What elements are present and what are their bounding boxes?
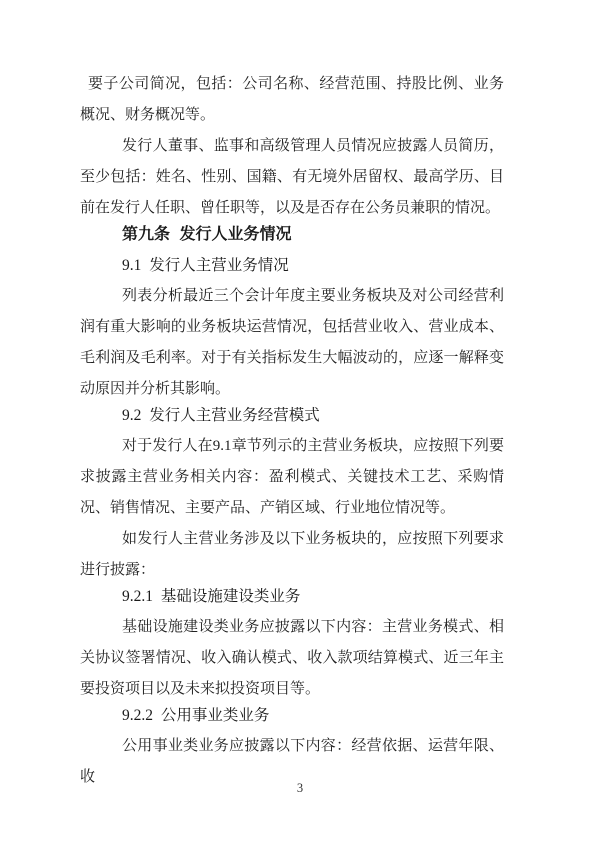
page-number: 3 [296, 781, 304, 795]
paragraph-section-9-2-2: 公用事业类业务应披露以下内容：经营依据、运营年限、收 [80, 738, 504, 785]
heading-section-9-2-1: 9.2.1 基础设施建设类业务 [122, 588, 301, 605]
paragraph-section-9-2-1: 基础设施建设类业务应披露以下内容：主营业务模式、相关协议签署情况、收入确认模式、收入款项结算模式、近三年主要投资项目以及未来拟投资项目等。 [80, 619, 504, 697]
paragraph-subsidiary-overview: 要子公司简况，包括：公司名称、经营范围、持股比例、业务概况、财务概况等。 [80, 76, 504, 123]
heading-section-9-1: 9.1 发行人主营业务情况 [122, 257, 289, 274]
paragraph-section-9-1: 列表分析最近三个会计年度主要业务板块及对公司经营利润有重大影响的业务板块运营情况，包括营业收入、营业成本、毛利润及毛利率。对于有关指标发生大幅波动的，应逐一解释变动原因并分析其影响。 [80, 288, 504, 397]
heading-article-9: 第九条 发行人业务情况 [122, 226, 292, 243]
paragraph-section-9-2-requirements: 对于发行人在9.1章节列示的主营业务板块，应按照下列要求披露主营业务相关内容：盈利模式、关键技术工艺、采购情况、销售情况、主要产品、产销区域、行业地位情况等。 [80, 438, 504, 516]
document-body [80, 69, 504, 793]
heading-section-9-2: 9.2 发行人主营业务经营模式 [122, 407, 320, 424]
paragraph-section-9-2-disclosure-intro: 如发行人主营业务涉及以下业务板块的，应按照下列要求进行披露： [80, 531, 504, 578]
heading-section-9-2-2: 9.2.2 公用事业类业务 [122, 707, 270, 724]
paragraph-directors-disclosure: 发行人董事、监事和高级管理人员情况应披露人员简历，至少包括：姓名、性别、国籍、有无境外居留权、最高学历、目前在发行人任职、曾任职等，以及是否存在公务员兼职的情况。 [80, 138, 504, 216]
